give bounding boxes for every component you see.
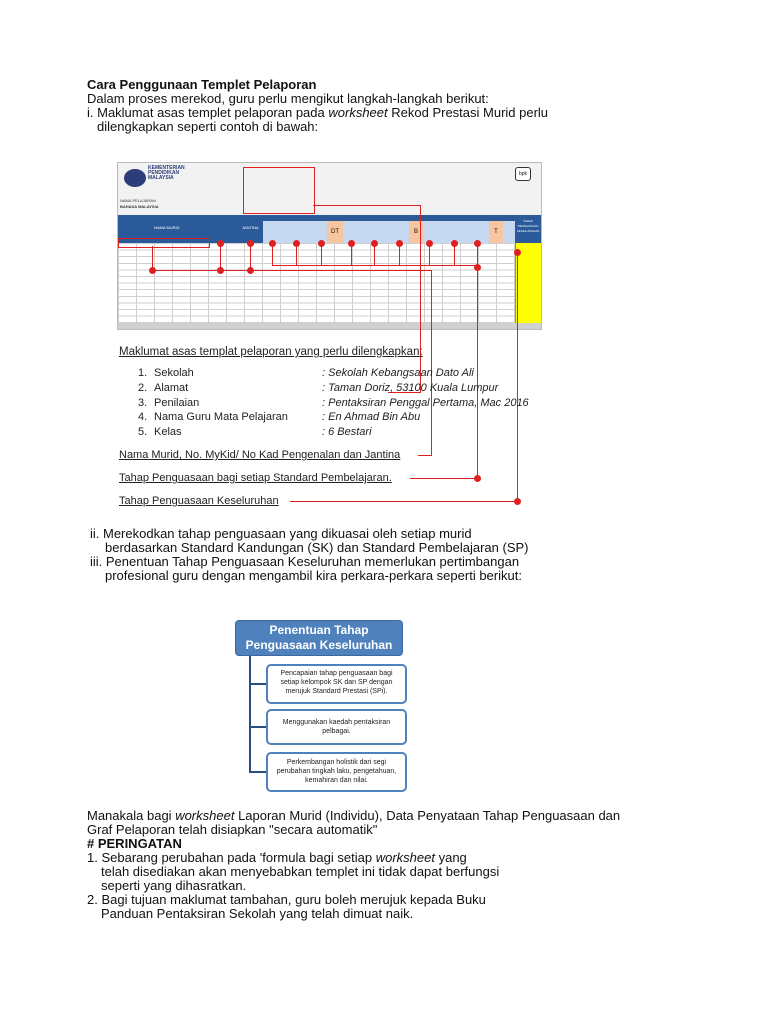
auto-line2: Graf Pelaporan telah disiapkan "secara automatik" [87, 822, 378, 837]
item-num: 3. [138, 397, 148, 409]
bpk-logo-icon: bpk [515, 167, 531, 181]
step1-line2: dilengkapkan seperti contoh di bawah: [97, 119, 319, 134]
red-line [220, 243, 221, 269]
intro-text: Dalam proses merekod, guru perlu mengikut langkah-langkah berikut: [87, 91, 489, 106]
step2-line2: berdasarkan Standard Kandungan (SK) dan Standard Pembelajaran (SP) [105, 540, 529, 555]
red-line [477, 243, 478, 480]
red-box-nama [118, 238, 210, 248]
step1-line [87, 105, 548, 120]
step3-line1: iii. Penentuan Tahap Penguasaan Keseluruhan memerlukan pertimbangan [90, 554, 520, 569]
ministry-logo-icon [124, 169, 146, 187]
info-title: Maklumat asas templat pelaporan yang perlu dilengkapkan: [119, 346, 423, 358]
step3-line2: profesional guru dengan mengambil kira perkara-perkara seperti berikut: [105, 568, 522, 583]
warn1-worksheet: worksheet [375, 850, 435, 865]
info-line-nama: Nama Murid, No. MyKid/ No Kad Pengenalan dan Jantina [119, 449, 401, 461]
org-line: PENDIDIKAN [148, 170, 180, 176]
info-item-4 [138, 410, 420, 424]
col-tahap: TAHAP PENGUASAAN KESELURUHAN [516, 219, 540, 233]
diagram-box-3: Perkembangan holistik dari segi perubahan tingkah laku, pengetahuan, kemahiran dan nilai. [266, 752, 407, 792]
org-line: MALAYSIA [148, 175, 174, 181]
diagram-box-1: Pencapaian tahap penguasaan bagi setiap kelompok SK dan SP dengan merujuk Standard Prestasi (SPi). [266, 664, 407, 704]
red-line [152, 246, 153, 270]
item-num: 2. [138, 382, 148, 394]
info-line-keseluruhan: Tahap Penguasaan Keseluruhan [119, 495, 279, 507]
red-marker-icon [474, 475, 481, 482]
subject-name: BAHASA MALAYSIA [120, 204, 159, 209]
diagram-title-line1: Penentuan Tahap [269, 623, 369, 637]
item-num: 4. [138, 411, 148, 423]
diagram-title [235, 620, 403, 656]
auto-worksheet: worksheet [175, 808, 235, 823]
col-jantina: JANTINA [242, 225, 259, 230]
warning1-line3: seperti yang dihasratkan. [101, 878, 247, 893]
item-label: Penilaian [154, 397, 200, 409]
heading: Cara Penggunaan Templet Pelaporan [87, 77, 317, 92]
auto-line1 [87, 808, 620, 823]
col-b: B [409, 221, 423, 243]
red-arrow [290, 501, 518, 502]
red-line [252, 270, 432, 271]
warning1-line1 [87, 850, 467, 865]
red-line [272, 243, 273, 265]
item-label: Kelas [154, 426, 182, 438]
warning-title: # PERINGATAN [87, 836, 182, 851]
sheet-rows [118, 243, 515, 323]
info-item-5 [138, 425, 372, 439]
step2-line1: ii. Merekodkan tahap penguasaan yang dikuasai oleh setiap murid [90, 526, 472, 541]
red-line [374, 243, 375, 265]
red-line [152, 270, 252, 271]
item-label: Alamat [154, 382, 189, 394]
red-line [313, 205, 420, 206]
step1-text-c: Rekod Prestasi Murid perlu [391, 105, 549, 120]
auto-text-a: Manakala bagi [87, 808, 172, 823]
diagram-connector [249, 771, 266, 773]
red-arrow [418, 455, 432, 456]
red-line [454, 243, 455, 265]
item-num: 5. [138, 426, 148, 438]
red-line [250, 243, 251, 269]
sheet-header [118, 163, 541, 215]
item-value: : Taman Doriz, 53100 Kuala Lumpur [322, 382, 499, 394]
item-value: : Pentaksiran Penggal Pertama, Mac 2016 [322, 397, 529, 409]
diagram-connector [249, 656, 251, 772]
red-line [517, 252, 518, 501]
auto-text-c: Laporan Murid (Individu), Data Penyataan Tahap Penguasaan dan [238, 808, 621, 823]
red-line [272, 265, 477, 266]
item-value: : Sekolah Kebangsaan Dato Ali [322, 367, 474, 379]
item-num: 1. [138, 367, 148, 379]
item-label: Nama Guru Mata Pelajaran [154, 411, 288, 423]
col-t: T [489, 221, 503, 243]
diagram-connector [249, 726, 266, 728]
step1-text-a: i. Maklumat asas templet pelaporan pada [87, 105, 325, 120]
item-label: Sekolah [154, 367, 194, 379]
col-dt: DT [327, 221, 343, 243]
ministry-name [148, 166, 185, 181]
warning1-line2: telah disediakan akan menyebabkan templet ini tidak dapat berfungsi [101, 864, 500, 879]
item-value: : En Ahmad Bin Abu [322, 411, 421, 423]
red-line [296, 243, 297, 265]
diagram-title-line2: Penguasaan Keseluruhan [245, 638, 393, 652]
info-item-1 [138, 366, 474, 380]
warning2-line2: Panduan Pentaksiran Sekolah yang telah dimuat naik. [101, 906, 414, 921]
col-header-sk [263, 215, 515, 221]
red-line [429, 243, 430, 265]
diagram-box-2: Menggunakan kaedah pentaksiran pelbagai. [266, 709, 407, 745]
info-line-sp: Tahap Penguasaan bagi setiap Standard Pembelajaran. [119, 472, 392, 484]
red-line [351, 243, 352, 265]
red-line [420, 205, 421, 393]
col-nama: NAMA MURID [154, 225, 180, 230]
info-item-3 [138, 396, 529, 410]
info-item-2 [138, 381, 498, 395]
warning2-line1: 2. Bagi tujuan maklumat tambahan, guru boleh merujuk kepada Buku [87, 892, 486, 907]
item-value: : 6 Bestari [322, 426, 372, 438]
red-line [321, 243, 322, 265]
diagram-connector [249, 683, 266, 685]
step1-worksheet: worksheet [328, 105, 388, 120]
red-line [399, 243, 400, 265]
warn1-text-a: 1. Sebarang perubahan pada 'formula bagi setiap [87, 850, 373, 865]
red-arrow [410, 478, 477, 479]
subject-label: NAMA PELAJARAN [120, 198, 156, 203]
org-line: KEMENTERIAN [148, 165, 185, 171]
red-box-info [243, 167, 315, 214]
red-line [431, 270, 432, 455]
red-marker-icon [514, 498, 521, 505]
warn1-text-c: yang [438, 850, 467, 865]
